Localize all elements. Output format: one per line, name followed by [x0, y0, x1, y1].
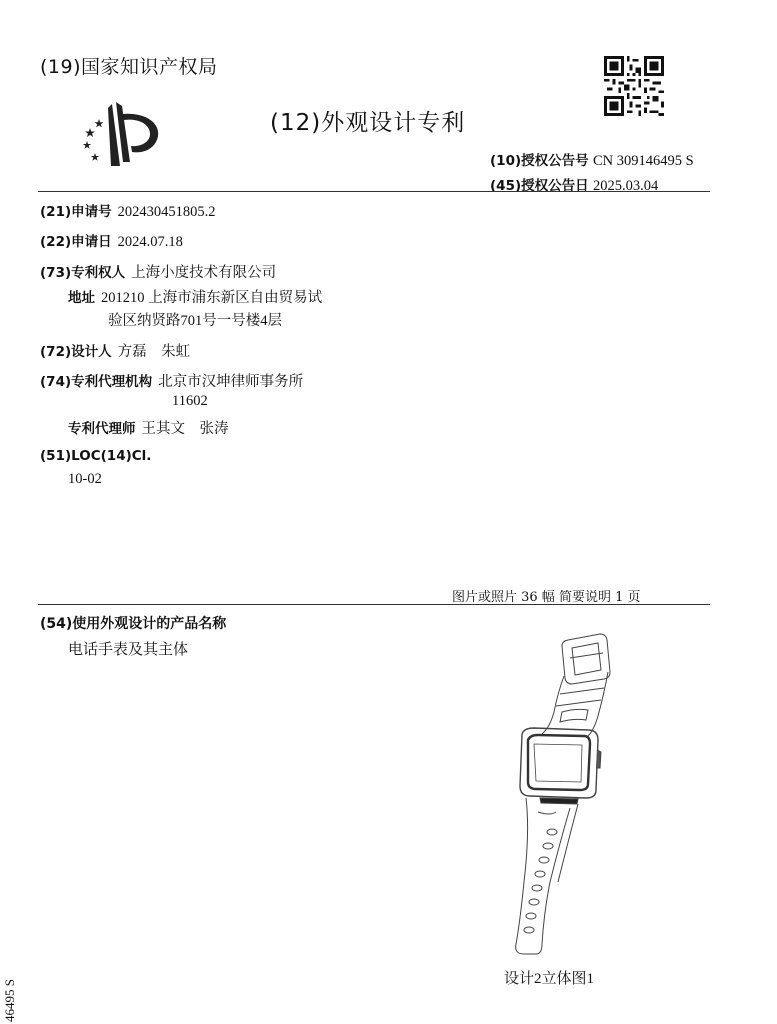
- agency-code-field: [172, 393, 208, 410]
- document-type-title: (12)外观设计专利: [270, 110, 466, 136]
- pictures-summary: 图片或照片 36 幅 简要说明 1 页: [452, 590, 641, 605]
- designer-field: [40, 340, 190, 361]
- agent-value: 王其文 张涛: [141, 421, 229, 437]
- agency-field: [40, 370, 303, 391]
- application-number-label: (21)申请号: [40, 204, 112, 220]
- agency-code: 11602: [172, 393, 208, 409]
- office-name: (19)国家知识产权局: [40, 56, 218, 78]
- publication-number-label: (10)授权公告号: [490, 153, 589, 169]
- filing-date-value: 2024.07.18: [117, 234, 183, 250]
- filing-date-field: [40, 230, 183, 251]
- address-line-1: 201210 上海市浦东新区自由贸易试: [101, 290, 323, 306]
- product-name: 电话手表及其主体: [68, 642, 189, 658]
- publication-date-label: (45)授权公告日: [490, 178, 589, 194]
- agency-label: (74)专利代理机构: [40, 374, 153, 390]
- watch-drawing: [480, 632, 630, 962]
- loc-value: 10-02: [68, 471, 102, 487]
- address-label: 地址: [68, 290, 95, 306]
- figure-caption: 设计2立体图1: [504, 971, 595, 987]
- publication-number: [490, 149, 694, 170]
- address-line-2: 验区纳贤路701号一号楼4层: [108, 313, 282, 329]
- address-field: [68, 286, 322, 307]
- designer-label: (72)设计人: [40, 344, 112, 360]
- side-publication-fragment: 46495 S: [2, 979, 17, 1022]
- loc-value-field: [68, 471, 102, 488]
- patentee-label: (73)专利权人: [40, 265, 126, 281]
- agent-field: [68, 417, 229, 438]
- loc-label: (51)LOC(14)Cl.: [40, 448, 152, 464]
- cnipa-emblem-icon: [78, 100, 164, 168]
- agency-value: 北京市汉坤律师事务所: [158, 374, 304, 390]
- application-number-value: 202430451805.2: [117, 204, 216, 220]
- designer-value: 方磊 朱虹: [117, 344, 191, 360]
- address-line-2-field: [108, 309, 282, 330]
- publication-date-value: 2025.03.04: [592, 178, 659, 194]
- loc-field: [40, 448, 151, 464]
- patentee-field: [40, 261, 276, 282]
- patentee-value: 上海小度技术有限公司: [131, 265, 277, 281]
- header-divider: [38, 191, 710, 192]
- qr-code-icon: [604, 56, 664, 116]
- product-name-label: (54)使用外观设计的产品名称: [40, 616, 227, 632]
- summary-divider: [38, 604, 710, 605]
- agent-label: 专利代理师: [68, 421, 136, 437]
- publication-number-value: CN 309146495 S: [592, 153, 694, 169]
- filing-date-label: (22)申请日: [40, 234, 112, 250]
- application-number-field: [40, 200, 216, 221]
